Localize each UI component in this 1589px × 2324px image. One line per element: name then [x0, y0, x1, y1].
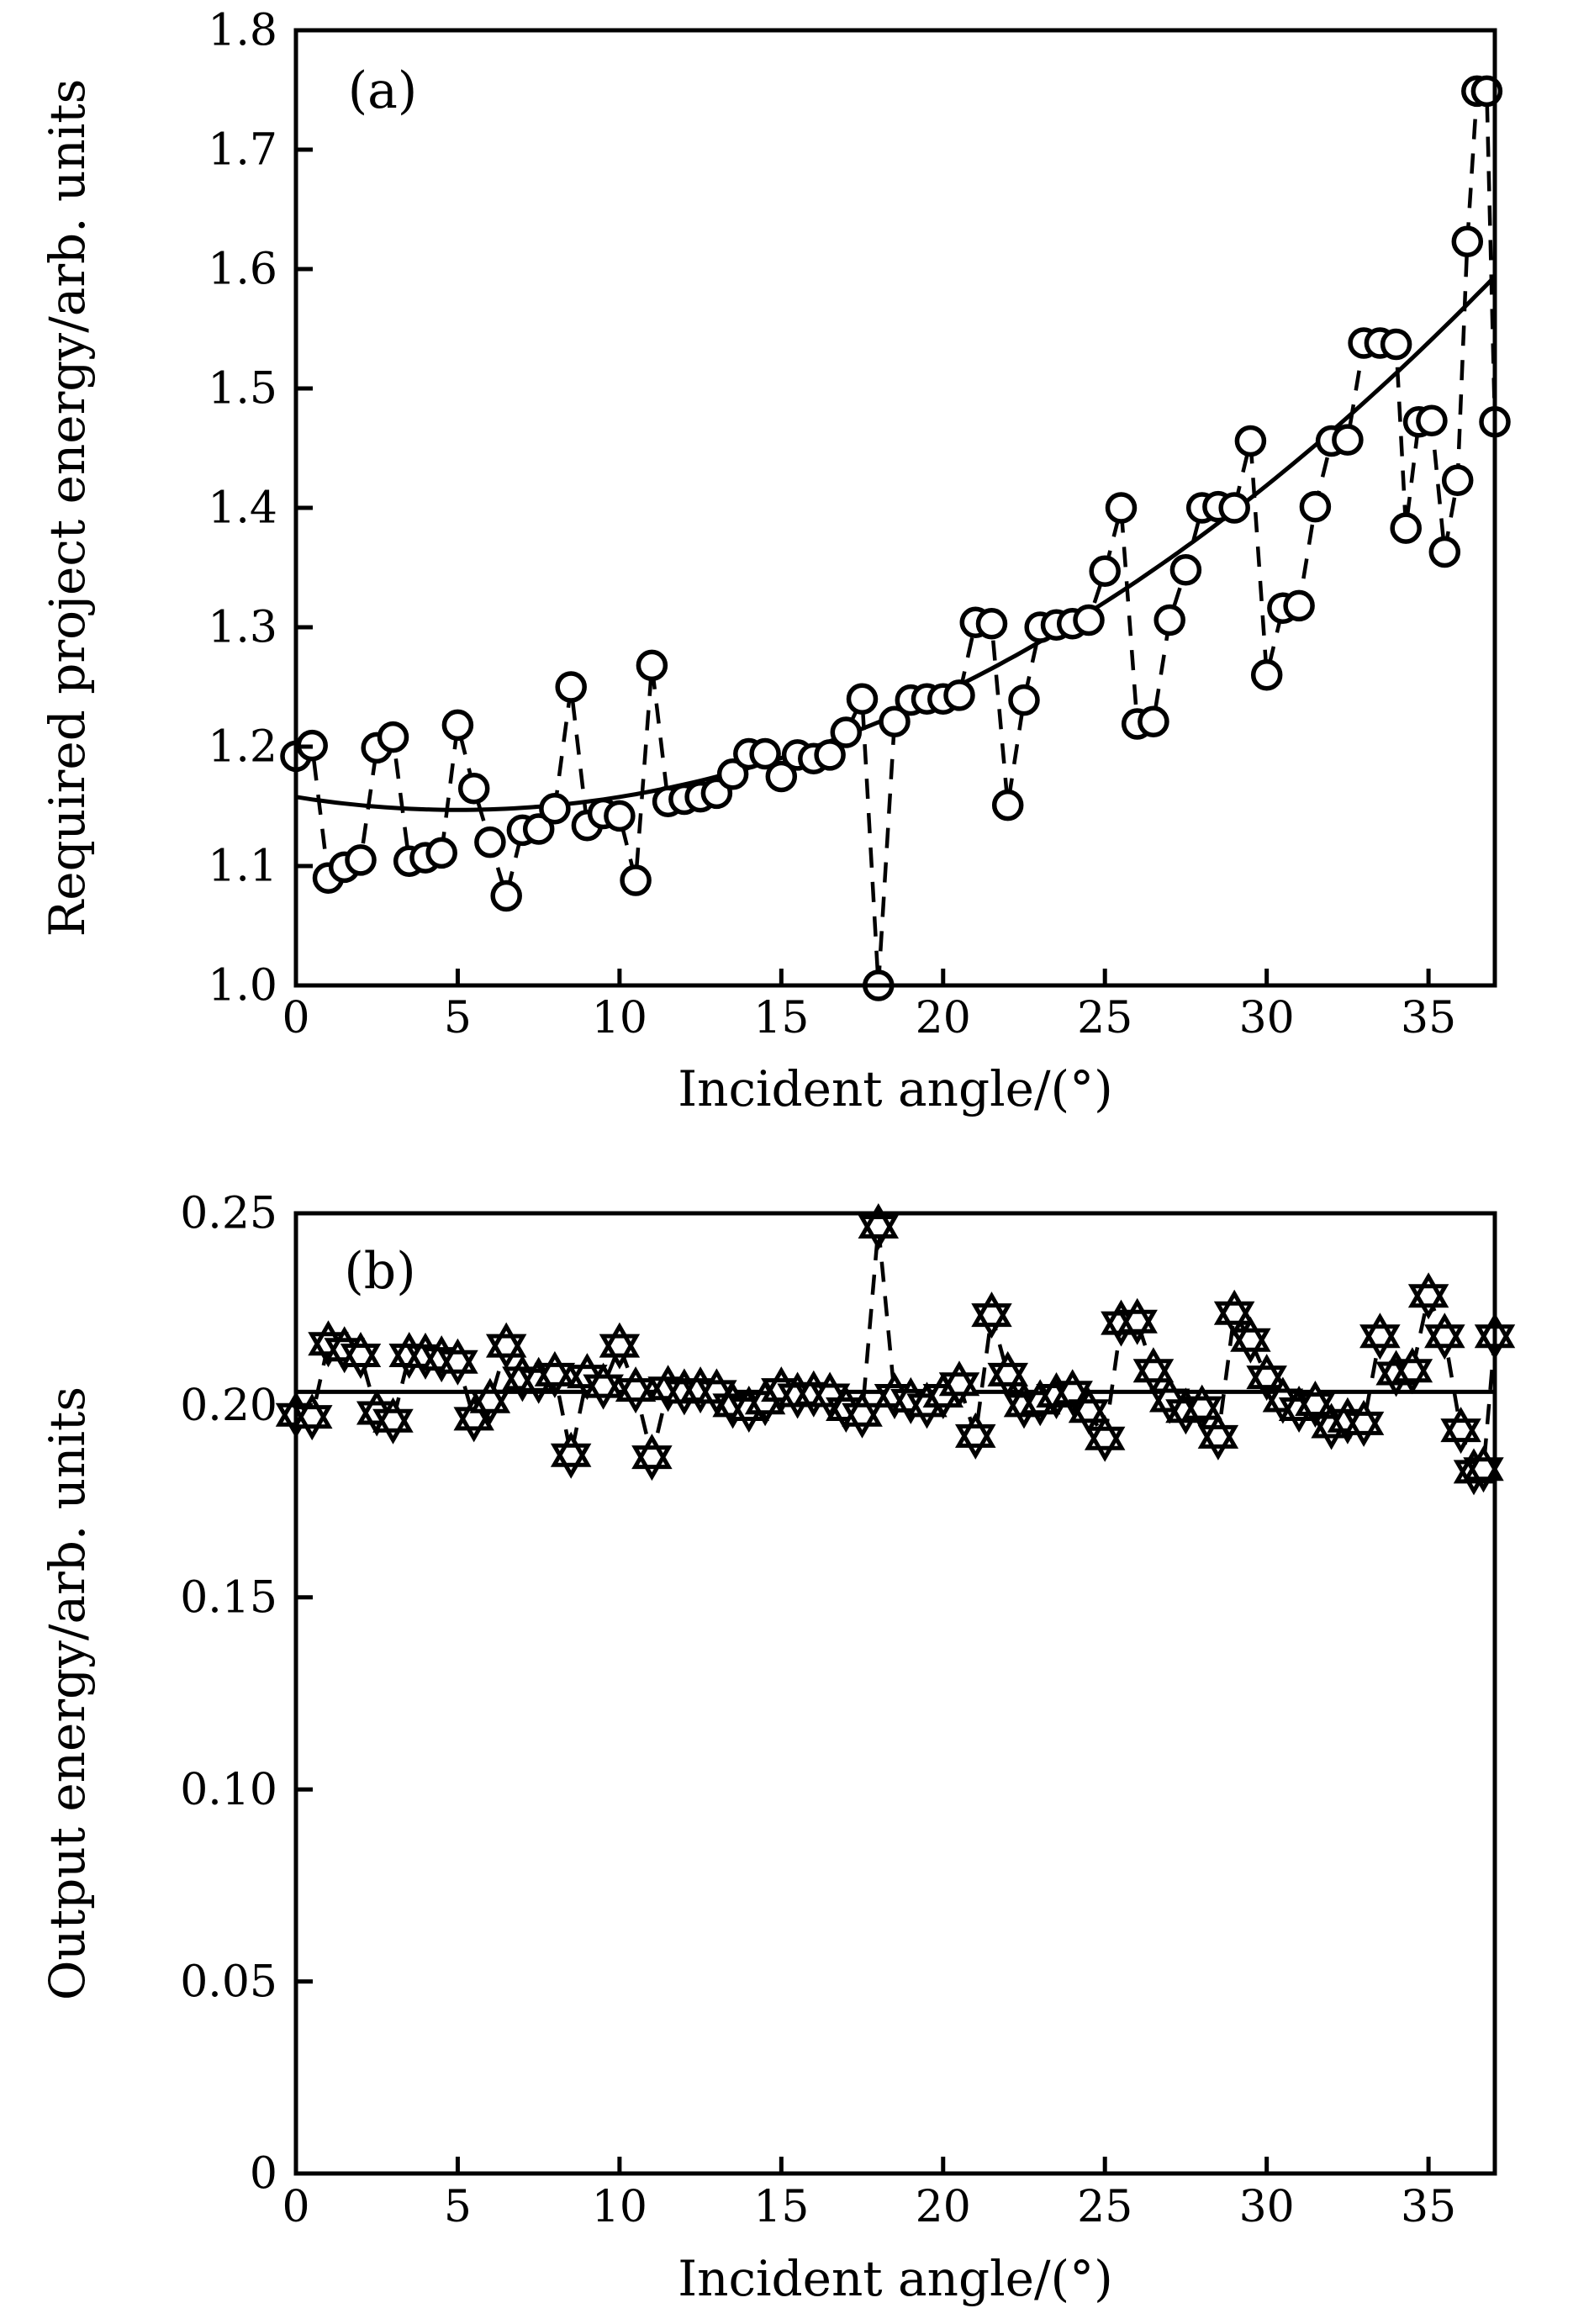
circle-marker: [380, 724, 407, 751]
y-tick-label: 1.3: [208, 602, 277, 653]
y-tick-label: 1.1: [208, 841, 277, 892]
y-tick-label: 0.10: [180, 1764, 277, 1815]
circle-marker: [946, 682, 973, 709]
circle-marker: [1140, 708, 1167, 735]
x-tick-label: 30: [1238, 993, 1295, 1043]
y-tick-label: 0.05: [180, 1957, 277, 2008]
data-point-markers: [282, 77, 1508, 999]
y-axis-label: Output energy/arb. units: [39, 1386, 96, 2001]
circle-marker: [541, 795, 568, 822]
x-tick-label: 25: [1077, 2182, 1133, 2232]
circle-marker: [1285, 592, 1312, 619]
y-tick-label: 1.7: [208, 124, 277, 176]
circle-marker: [461, 775, 488, 802]
circle-marker: [849, 685, 876, 712]
x-tick-label: 35: [1401, 2182, 1457, 2232]
circle-marker: [444, 711, 471, 738]
circle-marker: [428, 839, 455, 866]
y-tick-label: 0.15: [180, 1572, 277, 1624]
circle-marker: [493, 883, 520, 910]
circle-marker: [1444, 467, 1471, 494]
circle-marker: [1454, 228, 1481, 255]
y-tick-label: 1.2: [208, 721, 277, 773]
x-tick-label: 35: [1401, 993, 1457, 1043]
circle-marker: [1011, 687, 1037, 714]
panel-tag: (a): [347, 61, 418, 120]
x-tick-label: 0: [282, 2182, 310, 2232]
circle-marker: [1254, 662, 1280, 689]
y-tick-label: 0.20: [180, 1381, 277, 1432]
x-tick-label: 15: [753, 993, 810, 1043]
panel-a: [39, 6, 1508, 1117]
y-tick-label: 1.6: [208, 244, 277, 295]
x-tick-label: 15: [753, 2182, 810, 2232]
circle-marker: [1418, 407, 1445, 434]
circle-marker: [1334, 426, 1361, 453]
x-tick-label: 30: [1238, 2182, 1295, 2232]
panel-tag: (b): [344, 1242, 416, 1301]
circle-marker: [638, 652, 665, 679]
x-tick-label: 10: [591, 993, 647, 1043]
circle-marker: [1221, 494, 1248, 521]
y-tick-label: 1.4: [208, 483, 277, 534]
x-tick-label: 20: [915, 2182, 971, 2232]
x-tick-label: 0: [282, 993, 310, 1043]
circle-marker: [1392, 515, 1419, 541]
data-point-markers: [279, 1207, 1512, 1491]
x-tick-label: 25: [1077, 993, 1133, 1043]
axis-ticks: [208, 6, 1456, 1043]
x-tick-label: 5: [443, 2182, 472, 2232]
circle-marker: [1091, 557, 1118, 584]
circle-marker: [1156, 607, 1183, 634]
circle-marker: [1431, 539, 1458, 566]
circle-marker: [979, 610, 1006, 637]
x-tick-label: 10: [591, 2182, 647, 2232]
circle-marker: [1301, 494, 1328, 520]
y-tick-label: 1.0: [208, 960, 277, 1011]
circle-marker: [1075, 607, 1102, 634]
circle-marker: [1108, 494, 1135, 521]
x-tick-label: 5: [443, 993, 472, 1043]
x-axis-label: Incident angle/(°): [678, 2250, 1113, 2307]
y-tick-label: 1.8: [208, 5, 277, 56]
y-axis-label: Required project energy/arb. units: [39, 78, 96, 938]
circle-marker: [1172, 557, 1199, 584]
circle-marker: [347, 847, 374, 874]
x-tick-label: 20: [915, 993, 971, 1043]
y-tick-label: 0.25: [180, 1188, 277, 1239]
circle-marker: [1383, 331, 1410, 358]
y-tick-label: 0: [249, 2148, 277, 2200]
data-connector-dashed-line: [296, 91, 1495, 985]
x-axis-label: Incident angle/(°): [678, 1060, 1113, 1117]
circle-marker: [832, 719, 859, 746]
circle-marker: [1237, 428, 1264, 455]
plot-frame: [296, 1213, 1495, 2173]
circle-marker: [995, 792, 1022, 819]
circle-marker: [622, 867, 649, 894]
y-tick-label: 1.5: [208, 363, 277, 415]
panel-b: [39, 1189, 1512, 2307]
circle-marker: [557, 673, 584, 700]
circle-marker: [606, 802, 633, 829]
circle-marker: [477, 829, 504, 856]
